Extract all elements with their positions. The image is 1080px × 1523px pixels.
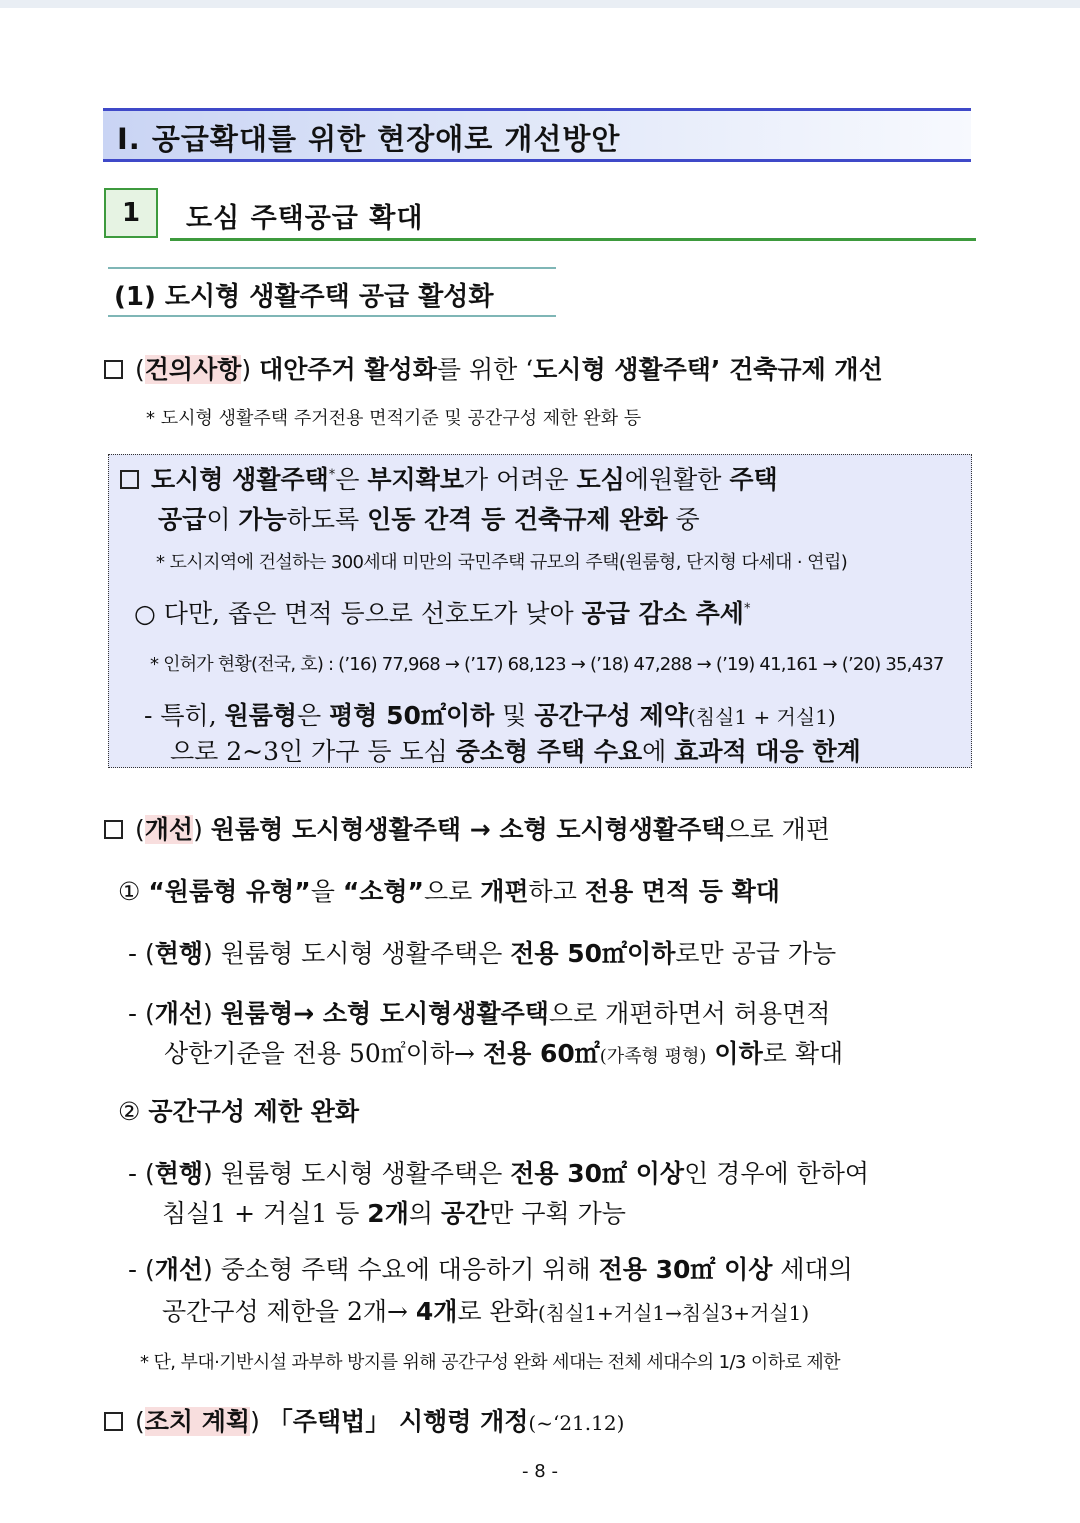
section-title-box	[103, 108, 971, 162]
panel-text: 공급	[158, 505, 207, 534]
improve2-line-1: - (개선) 중소형 주택 수요에 대응하기 위해 전용 30㎡ 이상 세대의	[128, 1255, 853, 1284]
panel-text: 공급 감소 추세	[581, 599, 744, 628]
panel-text: 주택	[729, 465, 778, 494]
panel-text: 가 어려운	[463, 465, 577, 494]
improve2-text: 4개	[415, 1297, 458, 1326]
checkbox-square-icon	[104, 1412, 123, 1431]
action-tag: 조치 계획	[144, 1407, 251, 1436]
panel-text: 평형 50㎡이하	[329, 701, 495, 730]
panel-text: 도심	[576, 465, 625, 494]
improve2-tag: 개선	[154, 1255, 204, 1284]
panel-text: 하도록	[286, 505, 368, 534]
current1-text: 전용 50㎡이하	[510, 939, 676, 968]
action-text: 「주택법」 시행령 개정	[267, 1407, 529, 1436]
improve1-text: 이하	[714, 1039, 763, 1068]
current2-line-1: - (현행) 원룸형 도시형 생활주택은 전용 30㎡ 이상인 경우에 한하여	[128, 1159, 870, 1188]
panel-text: 중소형 주택 수요	[455, 737, 643, 766]
panel-text: 으로 2~3인 가구 등 도심	[170, 737, 456, 766]
panel-line-4	[144, 696, 836, 732]
current2-line-2	[162, 1194, 626, 1230]
panel-line-2	[158, 500, 700, 536]
improve1-tag: 개선	[154, 999, 204, 1028]
current2-tag: 현행	[154, 1159, 204, 1188]
top-bar	[0, 0, 1080, 8]
heading-number: 1	[104, 188, 158, 238]
proposal-text-3: 도시형 생활주택	[533, 355, 711, 384]
proposal-text-1: 대안주거 활성화	[259, 355, 437, 384]
panel-text: 및	[494, 701, 535, 730]
panel-text: 은	[297, 701, 330, 730]
item2-line	[118, 1092, 359, 1128]
improve1-line-2	[164, 1034, 843, 1070]
panel-line-1	[120, 460, 778, 496]
improve-text: 으로 개편	[725, 815, 830, 844]
panel-text: 에원활한	[624, 465, 730, 494]
subheading-bottom-rule	[108, 315, 556, 317]
current2-text: 침실1 + 거실1 등	[162, 1199, 368, 1228]
improve1-text: 상한기준을 전용 50㎡이하→	[164, 1039, 483, 1068]
footnote-mark: *	[328, 467, 336, 483]
section-title: Ⅰ. 공급확대를 위한 현장애로 개선방안	[117, 122, 621, 156]
panel-text: 에	[642, 737, 675, 766]
panel-text: (침실1 + 거실1)	[687, 705, 836, 729]
item1-text: 하고	[528, 877, 585, 906]
action-line: (조치 계획) 「주택법」 시행령 개정(~‘21.12)	[104, 1402, 624, 1438]
subheading-top-rule	[108, 267, 556, 269]
proposal-note: * 도시형 생활주택 주거전용 면적기준 및 공간구성 제한 완화 등	[146, 408, 642, 429]
improve2-text: 공간구성 제한을 2개→	[162, 1297, 416, 1326]
panel-text: 공간구성 제약	[534, 701, 688, 730]
improve2-text: 세대의	[772, 1255, 853, 1284]
current2-text: 인 경우에 한하여	[684, 1159, 870, 1188]
improve2-text: (침실1+거실1→침실3+거실1)	[537, 1301, 810, 1325]
current2-text: 전용 30㎡ 이상	[510, 1159, 685, 1188]
improve2-text: 전용 30㎡ 이상	[598, 1255, 773, 1284]
panel-text: 중	[667, 505, 700, 534]
current2-text: 의	[408, 1199, 441, 1228]
improve1-text: 로 확대	[762, 1039, 844, 1068]
checkbox-square-icon	[120, 470, 139, 489]
panel-text: 효과적 대응 한계	[674, 737, 861, 766]
current1-text: 로만 공급 가능	[675, 939, 837, 968]
improve-line: (개선) 원룸형 도시형생활주택 → 소형 도시형생활주택으로 개편	[104, 810, 830, 846]
panel-text: 은	[335, 465, 368, 494]
panel-text: - 특히,	[144, 701, 225, 730]
checkbox-square-icon	[104, 820, 123, 839]
improve1-line-1: - (개선) 원룸형→ 소형 도시형생활주택으로 개편하면서 허용면적	[128, 999, 831, 1028]
panel-text: 부지확보	[367, 465, 464, 494]
improve-text: 원룸형 도시형생활주택 → 소형 도시형생활주택	[210, 815, 726, 844]
item2-number: ②	[118, 1097, 141, 1126]
current1-line: - (현행) 원룸형 도시형 생활주택은 전용 50㎡이하로만 공급 가능	[128, 939, 837, 968]
panel-line-3	[134, 594, 750, 630]
proposal-text-2: 를 위한 ‘	[436, 355, 534, 384]
panel-text: 원룸형	[224, 701, 298, 730]
current1-tag: 현행	[154, 939, 204, 968]
item1-text: 전용 면적 등 확대	[584, 877, 780, 906]
improve2-text: 중소형 주택 수요에 대응하기 위해	[212, 1255, 599, 1284]
current2-text: 원룸형 도시형 생활주택은	[212, 1159, 511, 1188]
checkbox-square-icon	[104, 360, 123, 379]
improve-tag: 개선	[144, 815, 194, 844]
page-number: - 8 -	[522, 1461, 558, 1482]
improve1-text: 전용 60㎡	[482, 1039, 600, 1068]
proposal-line: (건의사항) 대안주거 활성화를 위한 ‘도시형 생활주택’ 건축규제 개선	[104, 350, 883, 386]
panel-line-5	[170, 732, 861, 768]
panel-note-2: * 인허가 현황(전국, 호) : (’16) 77,968 → (’17) 68,123 → (’18) 47,288 → (’19) 41,161 → (’20) 35,437	[150, 654, 944, 675]
item1-text: 으로	[423, 877, 481, 906]
action-date: (~‘21.12)	[528, 1411, 625, 1435]
panel-text: 가능	[238, 505, 287, 534]
improve1-text: 원룸형→ 소형 도시형생활주택	[220, 999, 549, 1028]
panel-text: 인동 간격 등 건축규제 완화	[367, 505, 668, 534]
current1-text: 원룸형 도시형 생활주택은	[212, 939, 511, 968]
improve1-text: (가족형 평형)	[599, 1046, 707, 1067]
panel-text: ○ 다만, 좁은 면적 등으로 선호도가 낮아	[134, 599, 582, 628]
proposal-text-4: ’ 건축규제 개선	[710, 355, 883, 384]
improve1-text: 으로 개편하면서 허용면적	[548, 999, 831, 1028]
improve2-line-2	[162, 1292, 809, 1328]
item1-number: ①	[118, 877, 141, 906]
proposal-tag: 건의사항	[144, 355, 242, 384]
footnote-limit: * 단, 부대·기반시설 과부하 방지를 위해 공간구성 완화 세대는 전체 세대수의 1/3 이하로 제한	[140, 1352, 840, 1373]
footnote-mark: *	[743, 601, 751, 617]
current2-text: 만 구획 가능	[489, 1199, 626, 1228]
heading-underline	[170, 238, 976, 241]
subheading-title: (1) 도시형 생활주택 공급 활성화	[114, 282, 494, 312]
item1-line	[118, 872, 780, 908]
current2-text: 공간	[440, 1199, 490, 1228]
improve2-text: 로 완화	[457, 1297, 538, 1326]
heading-title: 도심 주택공급 확대	[186, 203, 424, 234]
item2-title: 공간구성 제한 완화	[148, 1097, 359, 1126]
item1-text: 개편	[480, 877, 529, 906]
panel-text: 도시형 생활주택	[151, 465, 329, 494]
panel-note-1: * 도시지역에 건설하는 300세대 미만의 국민주택 규모의 주택(원룸형, 단지형 다세대 · 연립)	[156, 552, 848, 573]
panel-text: 이	[206, 505, 239, 534]
item1-text: “소형”	[342, 877, 424, 906]
current2-text: 2개	[367, 1199, 409, 1228]
item1-text: “원룸형 유형”	[148, 877, 311, 906]
item1-text: 을	[310, 877, 343, 906]
